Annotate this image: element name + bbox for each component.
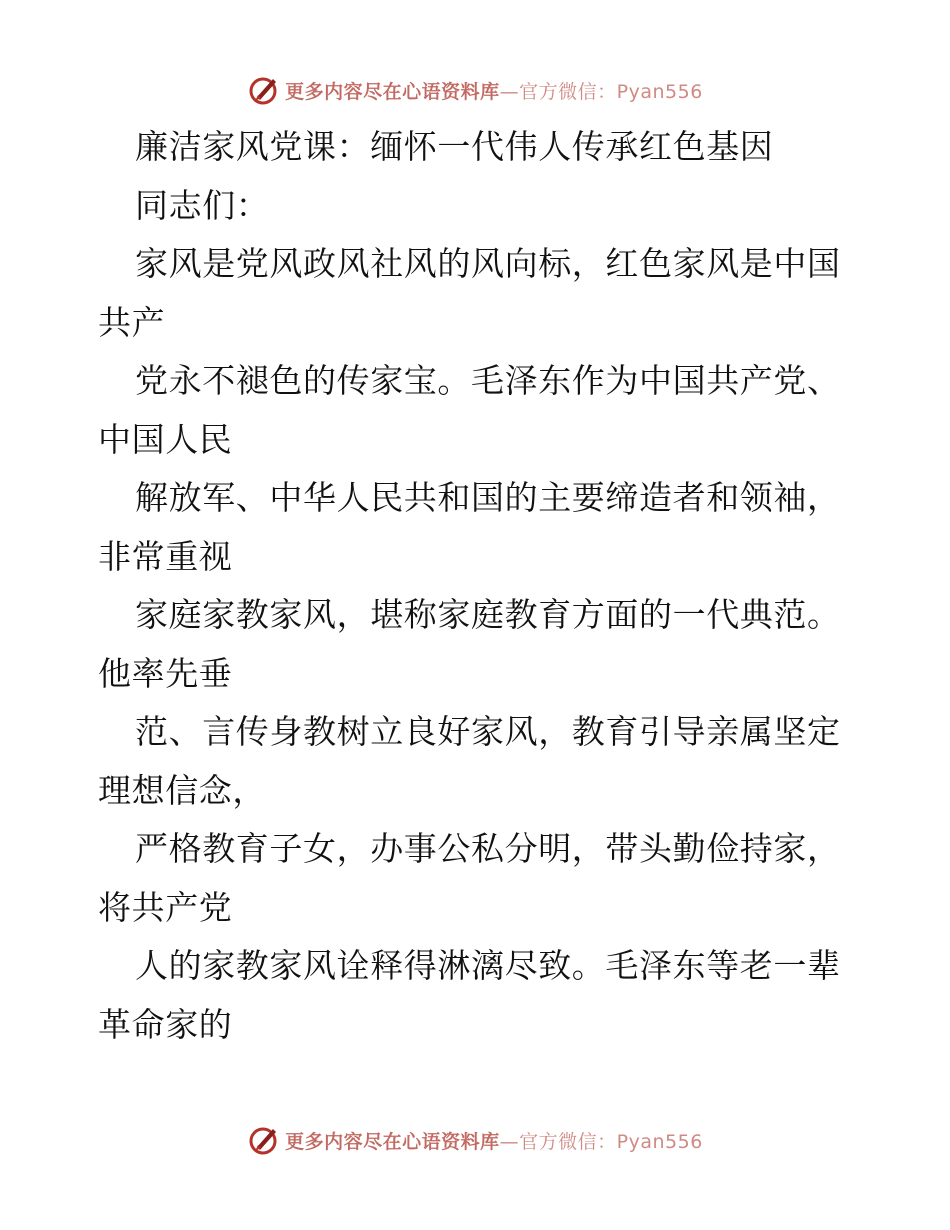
watermark-text: 更多内容尽在心语资料库—官方微信：Pyan556 [285,1130,703,1153]
paragraph-line: 解放军、中华人民共和国的主要缔造者和领袖， [135,478,841,517]
paragraph-line: 革命家的 [98,1004,233,1044]
paragraph-line: 范、言传身教树立良好家风，教育引导亲属坚定 [135,712,841,751]
paragraph-line: 家风是党风政风社风的风向标，红色家风是中国 [135,244,841,283]
paragraph-line: 严格教育子女，办事公私分明，带头勤俭持家， [135,829,841,868]
paragraph-line: 共产 [98,302,166,342]
paragraph-line: 党永不褪色的传家宝。毛泽东作为中国共产党、 [135,361,841,400]
paragraph-line: 中国人民 [98,419,233,459]
paragraph-line: 理想信念， [98,770,266,810]
salutation: 同志们： [135,185,270,225]
watermark-text: 更多内容尽在心语资料库—官方微信：Pyan556 [285,80,703,103]
quill-circle-icon [247,73,281,107]
paragraph-line: 非常重视 [98,536,233,576]
paragraph-line: 人的家教家风诠释得淋漓尽致。毛泽东等老一辈 [135,946,841,985]
header-watermark [0,70,950,110]
quill-circle-icon [247,1123,281,1157]
paragraph-line: 将共产党 [98,887,233,927]
document-title: 廉洁家风党课：缅怀一代伟人传承红色基因 [135,127,774,166]
paragraph-line: 家庭家教家风，堪称家庭教育方面的一代典范。 [135,595,841,634]
paragraph-line: 他率先垂 [98,653,233,693]
footer-watermark [0,1120,950,1160]
document-body [98,118,858,1054]
